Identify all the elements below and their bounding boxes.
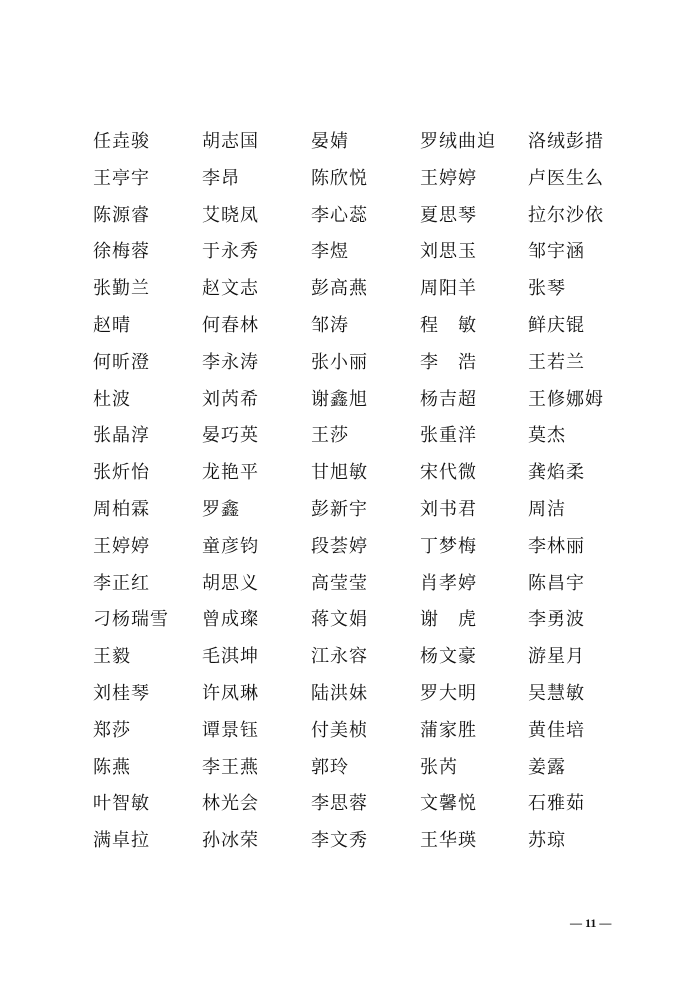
name-entry: 林光会 [202, 793, 259, 815]
name-entry: 高莹莹 [311, 572, 368, 594]
name-entry: 何春林 [202, 314, 259, 336]
name-entry: 刁杨瑞雪 [93, 609, 169, 631]
name-entry: 王莎 [311, 425, 349, 447]
name-entry: 张重洋 [420, 425, 477, 447]
name-entry: 王修娜姆 [528, 388, 604, 410]
name-entry: 周阳羊 [420, 278, 477, 300]
name-entry: 胡思义 [202, 572, 259, 594]
name-entry: 李勇波 [528, 609, 585, 631]
name-entry: 程 敏 [420, 314, 477, 336]
name-list-grid [93, 124, 653, 860]
name-entry: 陆洪妹 [311, 682, 368, 704]
name-entry: 李王燕 [202, 756, 259, 778]
name-entry: 黄佳培 [528, 719, 585, 741]
name-entry: 游星月 [528, 646, 585, 668]
name-entry: 蒋文娟 [311, 609, 368, 631]
name-entry: 童彦钧 [202, 535, 259, 557]
name-entry: 王若兰 [528, 351, 585, 373]
name-entry: 杜波 [93, 388, 131, 410]
name-entry: 王华瑛 [420, 830, 477, 852]
name-entry: 赵晴 [93, 314, 131, 336]
name-entry: 谢鑫旭 [311, 388, 368, 410]
name-entry: 叶智敏 [93, 793, 150, 815]
name-entry: 陈欣悦 [311, 167, 368, 189]
name-entry: 宋代微 [420, 462, 477, 484]
name-entry: 段荟婷 [311, 535, 368, 557]
name-entry: 张晶淳 [93, 425, 150, 447]
name-entry: 李林丽 [528, 535, 585, 557]
name-entry: 赵文志 [202, 278, 259, 300]
name-entry: 毛淇坤 [202, 646, 259, 668]
name-entry: 郭玲 [311, 756, 349, 778]
name-entry: 洛绒彭措 [528, 131, 604, 152]
name-entry: 满卓拉 [93, 830, 150, 852]
name-entry: 王婷婷 [93, 535, 150, 557]
name-entry: 李昂 [202, 167, 240, 189]
name-entry: 张芮 [420, 756, 458, 778]
name-entry: 郑莎 [93, 719, 131, 741]
name-entry: 曾成璨 [202, 609, 259, 631]
name-entry: 拉尔沙依 [528, 204, 604, 226]
name-entry: 张勤兰 [93, 278, 150, 300]
name-entry: 杨吉超 [420, 388, 477, 410]
name-entry: 晏婧 [311, 131, 349, 152]
name-entry: 于永秀 [202, 241, 259, 263]
name-entry: 罗大明 [420, 682, 477, 704]
name-entry: 晏巧英 [202, 425, 259, 447]
name-entry: 李思蓉 [311, 793, 368, 815]
name-entry: 李正红 [93, 572, 150, 594]
name-entry: 杨文豪 [420, 646, 477, 668]
name-entry: 彭高燕 [311, 278, 368, 300]
name-entry: 周柏霖 [93, 498, 150, 520]
name-entry: 吴慧敏 [528, 682, 585, 704]
name-entry: 莫杰 [528, 425, 566, 447]
name-entry: 李文秀 [311, 830, 368, 852]
name-entry: 鲜庆锟 [528, 314, 585, 336]
name-entry: 李永涛 [202, 351, 259, 373]
name-entry: 龙艳平 [202, 462, 259, 484]
name-entry: 王亭宇 [93, 167, 150, 189]
name-entry: 刘书君 [420, 498, 477, 520]
page-number: — 11 — [570, 916, 612, 930]
name-entry: 姜露 [528, 756, 566, 778]
name-entry: 胡志国 [202, 131, 259, 152]
name-entry: 李心蕊 [311, 204, 368, 226]
name-entry: 孙冰荣 [202, 830, 259, 852]
name-entry: 张琴 [528, 278, 566, 300]
name-entry: 江永容 [311, 646, 368, 668]
name-entry: 邹宇涵 [528, 241, 585, 263]
name-entry: 夏思琴 [420, 204, 477, 226]
name-entry: 陈燕 [93, 756, 131, 778]
name-entry: 罗绒曲迫 [420, 131, 496, 152]
name-entry: 卢医生么 [528, 167, 604, 189]
name-entry: 许凤琳 [202, 682, 259, 704]
name-entry: 刘桂琴 [93, 682, 150, 704]
name-entry: 张炘怡 [93, 462, 150, 484]
name-entry: 李煜 [311, 241, 349, 263]
name-entry: 陈源睿 [93, 204, 150, 226]
name-entry: 刘芮希 [202, 388, 259, 410]
name-entry: 周洁 [528, 498, 566, 520]
name-entry: 苏琼 [528, 830, 566, 852]
name-entry: 何昕澄 [93, 351, 150, 373]
name-entry: 文馨悦 [420, 793, 477, 815]
name-entry: 石雅茹 [528, 793, 585, 815]
name-entry: 徐梅蓉 [93, 241, 150, 263]
name-entry: 王婷婷 [420, 167, 477, 189]
name-entry: 彭新宇 [311, 498, 368, 520]
name-entry: 任垚骏 [93, 131, 150, 152]
name-entry: 李 浩 [420, 351, 477, 373]
name-entry: 张小丽 [311, 351, 368, 373]
name-entry: 甘旭敏 [311, 462, 368, 484]
name-entry: 肖孝婷 [420, 572, 477, 594]
name-entry: 刘思玉 [420, 241, 477, 263]
name-entry: 谭景钰 [202, 719, 259, 741]
name-entry: 邹涛 [311, 314, 349, 336]
name-entry: 王毅 [93, 646, 131, 668]
name-entry: 付美桢 [311, 719, 368, 741]
name-entry: 蒲家胜 [420, 719, 477, 741]
name-entry: 艾晓凤 [202, 204, 259, 226]
name-entry: 罗鑫 [202, 498, 240, 520]
name-entry: 谢 虎 [420, 609, 477, 631]
name-entry: 陈昌宇 [528, 572, 585, 594]
name-entry: 龚焰柔 [528, 462, 585, 484]
name-entry: 丁梦梅 [420, 535, 477, 557]
